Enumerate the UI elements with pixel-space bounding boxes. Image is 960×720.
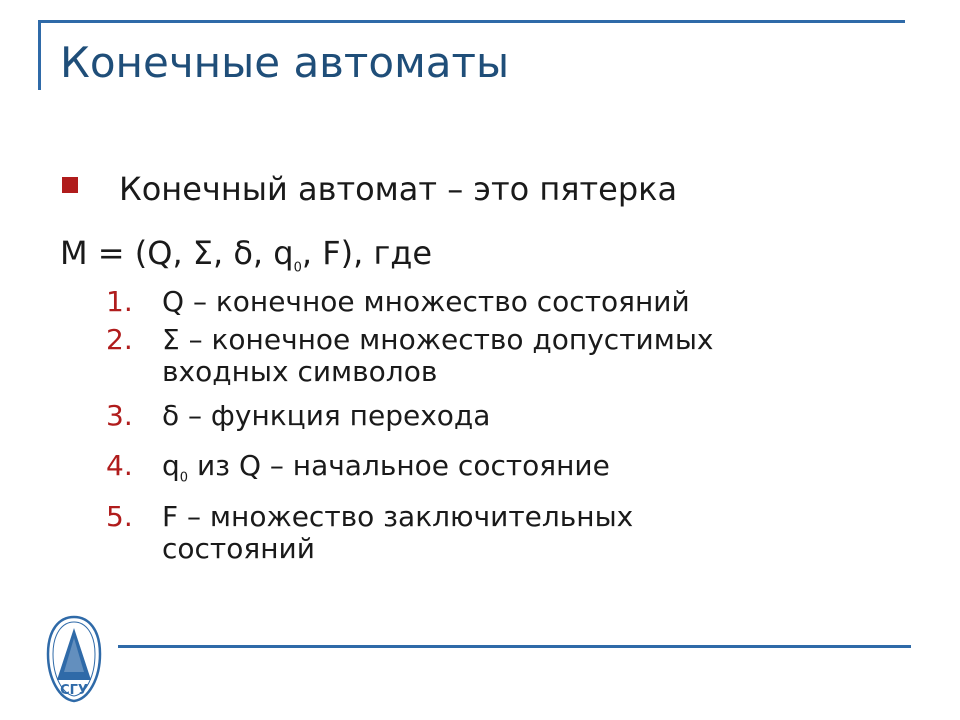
list-item [106,450,714,495]
list-item [106,501,714,565]
logo-text: СГУ [60,683,88,698]
item-number: 2. [106,323,133,356]
item-post: из Q – начальное состояние [188,449,610,482]
formula-before: M = (Q, Σ, δ, q [60,234,294,272]
item-text [162,324,714,388]
item-line: Σ – конечное множество допустимых [162,323,714,356]
item-number: 5. [106,499,133,533]
item-line: F – множество заключительных [162,499,634,533]
item-number: 1. [106,285,133,318]
frame-top-line [38,20,905,23]
university-shield-logo-icon [44,614,104,704]
item-number: 4. [106,449,133,482]
formula-line [60,234,432,275]
bullet-main [62,170,677,208]
item-line: δ – функция перехода [162,399,491,432]
list-item [106,400,714,432]
frame-bottom-line [118,645,911,648]
item-pre: q [162,449,180,482]
formula-subscript: 0 [293,260,302,276]
definition-list [106,286,714,565]
item-line: Q – конечное множество состояний [162,285,690,318]
list-item [106,286,714,318]
item-text [162,400,490,432]
item-line: состояний [162,531,315,565]
item-text [162,286,690,318]
item-subscript: 0 [179,470,189,486]
item-line: входных символов [162,355,438,388]
bullet-square-icon [62,177,78,193]
list-item [106,324,714,388]
formula-after: , F), где [301,234,433,272]
frame-left-line [38,20,41,90]
item-text [162,450,610,495]
slide-title: Конечные автоматы [60,38,510,87]
bullet-text: Конечный автомат – это пятерка [119,170,678,208]
item-number: 3. [106,399,133,432]
item-text [162,501,633,565]
